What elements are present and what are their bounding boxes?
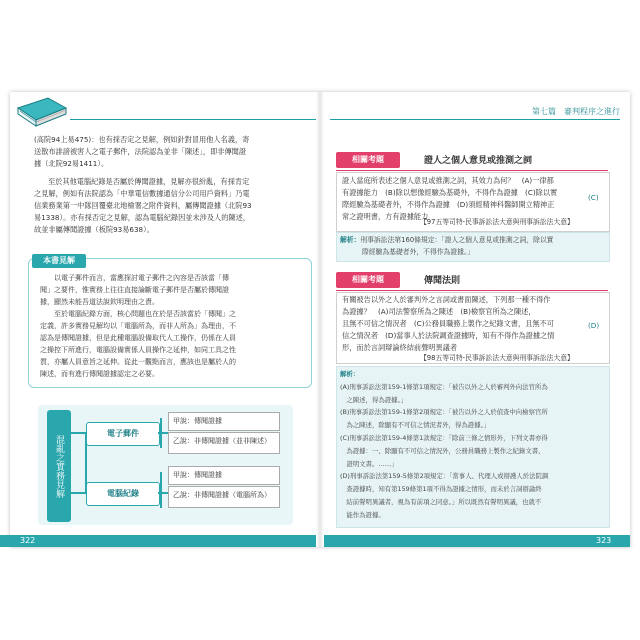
- text-line: 據（北院92易1411）。: [34, 159, 109, 168]
- question-text-2: [342, 294, 576, 354]
- text-line: 認為是傳聞證據，但是此種電腦設備取代人工操作，仍係在人員: [40, 334, 236, 342]
- answer-2: (D): [588, 321, 600, 330]
- connector: [160, 418, 162, 448]
- text-line: (高院94上易475)：也有採否定之見解，例如針對冒用他人名義，寄: [34, 135, 250, 144]
- text-line: 刑事訴訟法第160條規定：「證人之個人意見或推測之詞，除以實: [360, 236, 554, 244]
- diagram-leaf: 乙說：非傳聞證據（電腦所為）: [168, 486, 280, 508]
- text-line: 為之陳述，除顯有不可信之情況者外，得為證據。」: [340, 421, 491, 430]
- connector: [160, 472, 162, 508]
- diagram-node-computer-record: 電腦紀錄: [86, 482, 160, 506]
- text-line: 證明文書。……」: [340, 459, 398, 468]
- source-1: 【97五等司特-民事訴訟法大意與刑事訴訟法大意】: [420, 218, 574, 226]
- analysis-text-1: [340, 234, 604, 258]
- text-line: 以電子郵件而言，當應探討電子郵件之內容是否該當「傳: [54, 274, 229, 282]
- text-line: 能作為證據。: [340, 510, 385, 519]
- text-line: 為證據：一、除顯有不可信之情況外，公務員職務上製作之紀錄文書、: [340, 446, 545, 455]
- connector: [71, 432, 85, 434]
- header-rule-left: [70, 119, 316, 120]
- analysis-label: 解析：: [340, 370, 360, 378]
- text-line: 證人當庭所表述之個人意見或推測之詞，其效力為何？ (A)一律都: [342, 176, 554, 185]
- text-line: 質，亦屬人員意旨之延伸。從此一觀點而言，應該也是屬於人的: [40, 358, 236, 366]
- exam-tag-1: 相關考題: [336, 152, 400, 168]
- text-line: 聞」之要件，惟實務上往往直接論斷電子郵件是否屬於傳聞證: [40, 286, 229, 294]
- analysis-text-2: [340, 368, 606, 522]
- header-rule-right: [330, 119, 620, 120]
- analysis-label: 解析：: [340, 236, 361, 244]
- diagram-node-email: 電子郵件: [86, 422, 160, 446]
- left-paragraph-1: [34, 134, 310, 170]
- exam-tag-2: 相關考題: [336, 272, 400, 288]
- text-line: 定義，許多實務見解均以「電腦所為，而非人所為」為理由，不: [40, 322, 236, 330]
- text-line: 據，顯然未能吾道法說欽明理由之責。: [40, 298, 159, 306]
- right-footer-bar: [324, 535, 630, 547]
- source-2: 【98五等司特-民事訴訟法大意與刑事訴訟法大意】: [420, 354, 574, 362]
- text-line: 有關被告以外之人於審判外之言詞或書面陳述，下列那一種不得作: [342, 295, 551, 304]
- text-line: 至於其他電腦紀錄是否屬於傳聞證據，見解亦很紛亂，有採肯定: [48, 177, 250, 186]
- left-page-number: 322: [20, 536, 36, 545]
- text-line: 結前聲明異議者，視為有前項之同意。」所以既然有聲明異議，也就不: [340, 497, 542, 506]
- text-line: 有證據能力 (B)除以想像經驗為基礎外，不得作為證據 (C)除以實: [342, 188, 558, 197]
- book-view-text: [40, 272, 306, 380]
- connector: [71, 492, 85, 494]
- text-line: 際經驗為基礎者外，不得作為證據 (D)須經精神科醫師開立精神正: [342, 200, 555, 209]
- answer-1: (C): [588, 193, 599, 202]
- exam-underline-2: [336, 290, 608, 291]
- text-line: 送散布誹謗被害人之電子郵件，法院認為並非「陳述」，即非傳聞證: [34, 147, 247, 156]
- text-line: 為證據？ (A)司法警察所為之陳述 (B)檢察官所為之陳述，: [342, 307, 536, 316]
- text-line: 至於電腦紀錄方面，核心問題也在於是否該當於「傳聞」之: [54, 310, 236, 318]
- text-line: 且無不可信之情況者 (C)公務員職務上製作之紀錄文書，且無不可: [342, 319, 554, 328]
- text-line: (D)刑事訴訟法第159-5條第2項規定：「當事人、代理人或辯護人於法院調: [340, 472, 549, 481]
- left-footer-bar: [0, 535, 316, 547]
- text-line: 信業務業第一中隊回覆臺北地檢署之附件資料，屬傳聞證據（北院93: [34, 201, 252, 210]
- book-stack-icon: [14, 94, 68, 128]
- text-line: 常之證明書，方有證據能力: [342, 212, 429, 221]
- book-view-tag: 本書見解: [32, 254, 86, 268]
- text-line: 之見解，例如有法院認為「中華電信數據通信分公司用戶資料」乃電: [34, 189, 250, 198]
- text-line: (B)刑事訴訟法第159-1條第2項規定：「被告以外之人於偵查中向檢察官所: [340, 408, 548, 417]
- text-line: 信之情況者 (D)當事人於法院調查證據時，知有不得作為證據之情: [342, 331, 555, 340]
- gutter-shadow: [316, 92, 324, 547]
- text-line: 故並非屬傳聞證據（板院93易638）。: [34, 225, 154, 234]
- text-line: 形，而於言詞辯論終結前聲明異議者: [342, 343, 458, 352]
- text-line: (A)刑事訴訟法第159-1條第1項規定：「被告以外之人於審判外向法官所為: [340, 382, 548, 391]
- diagram-leaf: 甲說：傳聞證據: [168, 466, 280, 485]
- text-line: 際經驗為基礎者外，不得作為證據。」: [362, 248, 475, 256]
- text-line: 易1338）。亦有採否定之見解，認為電腦紀錄因並未涉及人的陳述，: [34, 213, 250, 222]
- diagram-leaf: 甲說：傳聞證據: [168, 412, 280, 431]
- exam-underline-1: [336, 170, 608, 171]
- text-line: 之操控下所進行，電腦設備實係人員操作之延伸，如同工具之性: [40, 346, 236, 354]
- diagram-title: 混亂之實務見解: [47, 410, 71, 522]
- text-line: 陳述，而有進行傳聞證據認定之必要。: [40, 370, 159, 378]
- right-page-number: 323: [596, 536, 612, 545]
- left-paragraph-2: [34, 176, 314, 236]
- text-line: 之陳述，得為證據。」: [340, 395, 408, 404]
- exam-heading-2: 傳聞法則: [424, 276, 461, 286]
- text-line: (C)刑事訴訟法第159-4條第1款規定：「除前三條之情形外，下列文書亦得: [340, 433, 548, 442]
- exam-heading-1: 證人之個人意見或推測之詞: [424, 156, 533, 166]
- text-line: 查證據時，知有第159條第1項不得為證據之情形，而未於言詞辯論終: [340, 485, 542, 494]
- diagram-leaf: 乙說：非傳聞證據（並非陳述）: [168, 432, 280, 454]
- chapter-title: 第七篇 審判程序之進行: [532, 107, 620, 116]
